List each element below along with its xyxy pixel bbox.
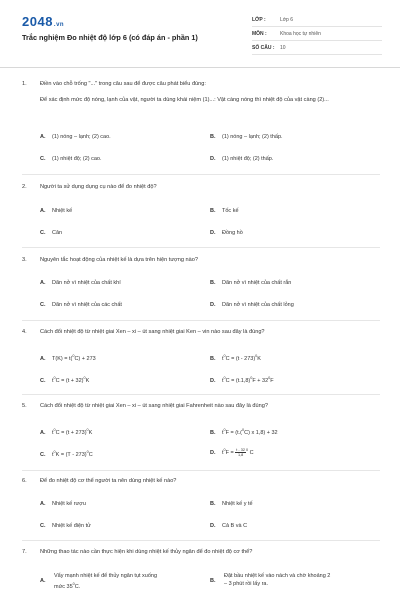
option-c[interactable]: C. Cân (40, 230, 63, 236)
option-b[interactable]: B. Đặt bầu nhiệt kế vào nách và chờ khoảng 2 – 3 phút rồi lấy ra. (210, 573, 331, 587)
option-b[interactable]: B. (1) nóng – lạnh; (2) thấp. (210, 134, 283, 140)
question-divider (22, 470, 380, 471)
question-3: 3. Nguyên tắc hoạt động của nhiệt kế là dựa trên hiện tượng nào? A. Dãn nở vì nhiệt của chất khí B. Dãn nở vì nhiệt của chất rắn C. Dãn nở vì nhiệt của các chất D. Dãn nở vì nhiệt của chất lỏng (22, 256, 380, 316)
fraction: $\frac{t - 32}{1,8}$ (236, 447, 245, 457)
question-divider (22, 320, 380, 321)
meta-row-count: SỐ CÂU : 10 (252, 41, 382, 55)
option-a[interactable]: A. Nhiệt kế rượu (40, 501, 86, 507)
option-c[interactable]: C. Dãn nở vì nhiệt của các chất (40, 302, 122, 308)
question-1: 1. Điền vào chỗ trống "..." trong câu sau để được câu phát biểu đúng: Để xác định mức độ nóng, lạnh của vật, người ta dùng khái niệm (1)...: Vật càng nóng thì nhiệt độ của vật càng (2)... A. (1) nóng – lạnh; (2) cao. B. (1) nóng – lạnh; (2) thấp. C. (1) nhiệt độ; (2) cao. D. (1) nhiệt độ; (2) thấp. (22, 80, 380, 170)
header (0, 0, 400, 60)
option-b[interactable]: B. Nhiệt kế y tế (210, 501, 253, 507)
option-b[interactable]: B. Tốc kế (210, 208, 239, 214)
option-d[interactable]: D. $t^0F$ = $\frac{t - 32}{1,8}$ $^0$ C (210, 447, 254, 457)
option-a[interactable]: A. T(K) = t($^0$C) + 273 (40, 354, 96, 362)
question-text: Để đo nhiệt độ cơ thể người ta nên dùng nhiệt kế nào? (40, 478, 177, 484)
option-b[interactable]: B. $t^0F = (t.(^0C)$ x 1,8) + 32 (210, 428, 278, 436)
option-d[interactable]: D. $t^0C = (t.1,8)^0F + 32^0F$ (210, 376, 274, 384)
meta-row-subject: MÔN : Khoa học tự nhiên (252, 27, 382, 41)
meta-row-class: LỚP : Lớp 6 (252, 13, 382, 27)
question-divider (22, 394, 380, 395)
option-d[interactable]: D. (1) nhiệt độ; (2) thấp. (210, 156, 274, 162)
question-2: 2. Người ta sử dụng dụng cụ nào để đo nhiệt độ? A. Nhiệt kế B. Tốc kế C. Cân D. Đồng hồ (22, 183, 380, 243)
meta-table (252, 13, 382, 55)
option-a[interactable]: A. $t^0C = (t + 273)^0K$ (40, 428, 93, 436)
option-d[interactable]: D. Đồng hồ (210, 230, 243, 236)
question-paragraph: Để xác định mức độ nóng, lạnh của vật, người ta dùng khái niệm (1)...: Vật càng nóng thì nhiệt độ của vật càng (2)... (40, 97, 329, 103)
question-divider (22, 247, 380, 248)
option-a[interactable]: A. (1) nóng – lạnh; (2) cao. (40, 134, 111, 140)
question-4: 4. Cách đổi nhiệt độ từ nhiệt giai Xen – xi – út sang nhiệt giai Ken – vin nào sau đây là đúng? A. T(K) = t($^0$C) + 273 B. $t^0C = (t - 273)^0K$ C. $t^0C = (t + 32)^0K$ D. $t^0C = (t.1,8)^0F + 32^0F$ (22, 328, 380, 390)
header-divider (0, 67, 400, 68)
question-text: Điền vào chỗ trống "..." trong câu sau để được câu phát biểu đúng: (40, 81, 206, 87)
question-text: Cách đổi nhiệt độ từ nhiệt giai Xen – xi – út sang nhiệt giai Fahrenheit nào sau đây là đúng? (40, 403, 268, 409)
question-text: Cách đổi nhiệt độ từ nhiệt giai Xen – xi – út sang nhiệt giai Ken – vin nào sau đây là đúng? (40, 329, 265, 335)
option-c[interactable]: C. Nhiệt kế điện tử (40, 523, 91, 529)
option-c[interactable]: C. $t^0C = (t + 32)^0K$ (40, 376, 90, 384)
question-divider (22, 174, 380, 175)
question-7: 7. Những thao tác nào cần thực hiện khi dùng nhiệt kế thủy ngân để đo nhiệt độ cơ thể? A. Vẩy mạnh nhiệt kế để thủy ngân tụt xuống mức $35^0C$. B. Đặt bầu nhiệt kế vào nách và chờ khoảng 2 – 3 phút rồi lấy ra. (22, 548, 380, 600)
question-6: 6. Để đo nhiệt độ cơ thể người ta nên dùng nhiệt kế nào? A. Nhiệt kế rượu B. Nhiệt kế y tế C. Nhiệt kế điện tử D. Cả B và C (22, 477, 380, 537)
question-5: 5. Cách đổi nhiệt độ từ nhiệt giai Xen – xi – út sang nhiệt giai Fahrenheit nào sau đây là đúng? A. $t^0C = (t + 273)^0K$ B. $t^0F = (t.(^0C)$ x 1,8) + 32 C. $t^0K = (T - 273)^0C$ D. $t^0F$ = $\frac{t - 32}{1,8}$ $^0$ C (22, 402, 380, 466)
question-text: Những thao tác nào cần thực hiện khi dùng nhiệt kế thủy ngân để đo nhiệt độ cơ thể? (40, 549, 253, 555)
option-c[interactable]: C. (1) nhiệt độ; (2) cao. (40, 156, 102, 162)
option-d[interactable]: D. Dãn nở vì nhiệt của chất lỏng (210, 302, 294, 308)
option-b[interactable]: B. $t^0C = (t - 273)^0K$ (210, 354, 261, 362)
question-text: Người ta sử dụng dụng cụ nào để đo nhiệt độ? (40, 184, 157, 190)
question-divider (22, 540, 380, 541)
option-a[interactable]: A. Vẩy mạnh nhiệt kế để thủy ngân tụt xuống mức $35^0C$. (40, 573, 158, 590)
option-c[interactable]: C. $t^0K = (T - 273)^0C$ (40, 450, 93, 458)
option-d[interactable]: D. Cả B và C (210, 523, 248, 529)
option-b[interactable]: B. Dãn nở vì nhiệt của chất rắn (210, 280, 292, 286)
option-a[interactable]: A. Nhiệt kế (40, 208, 73, 214)
question-text: Nguyên tắc hoạt động của nhiệt kế là dựa trên hiện tượng nào? (40, 257, 198, 263)
option-a[interactable]: A. Dãn nở vì nhiệt của chất khí (40, 280, 121, 286)
page-title: Trắc nghiệm Đo nhiệt độ lớp 6 (có đáp án - phần 1) (22, 33, 198, 42)
site-logo[interactable]: 2048.vn (22, 14, 65, 29)
